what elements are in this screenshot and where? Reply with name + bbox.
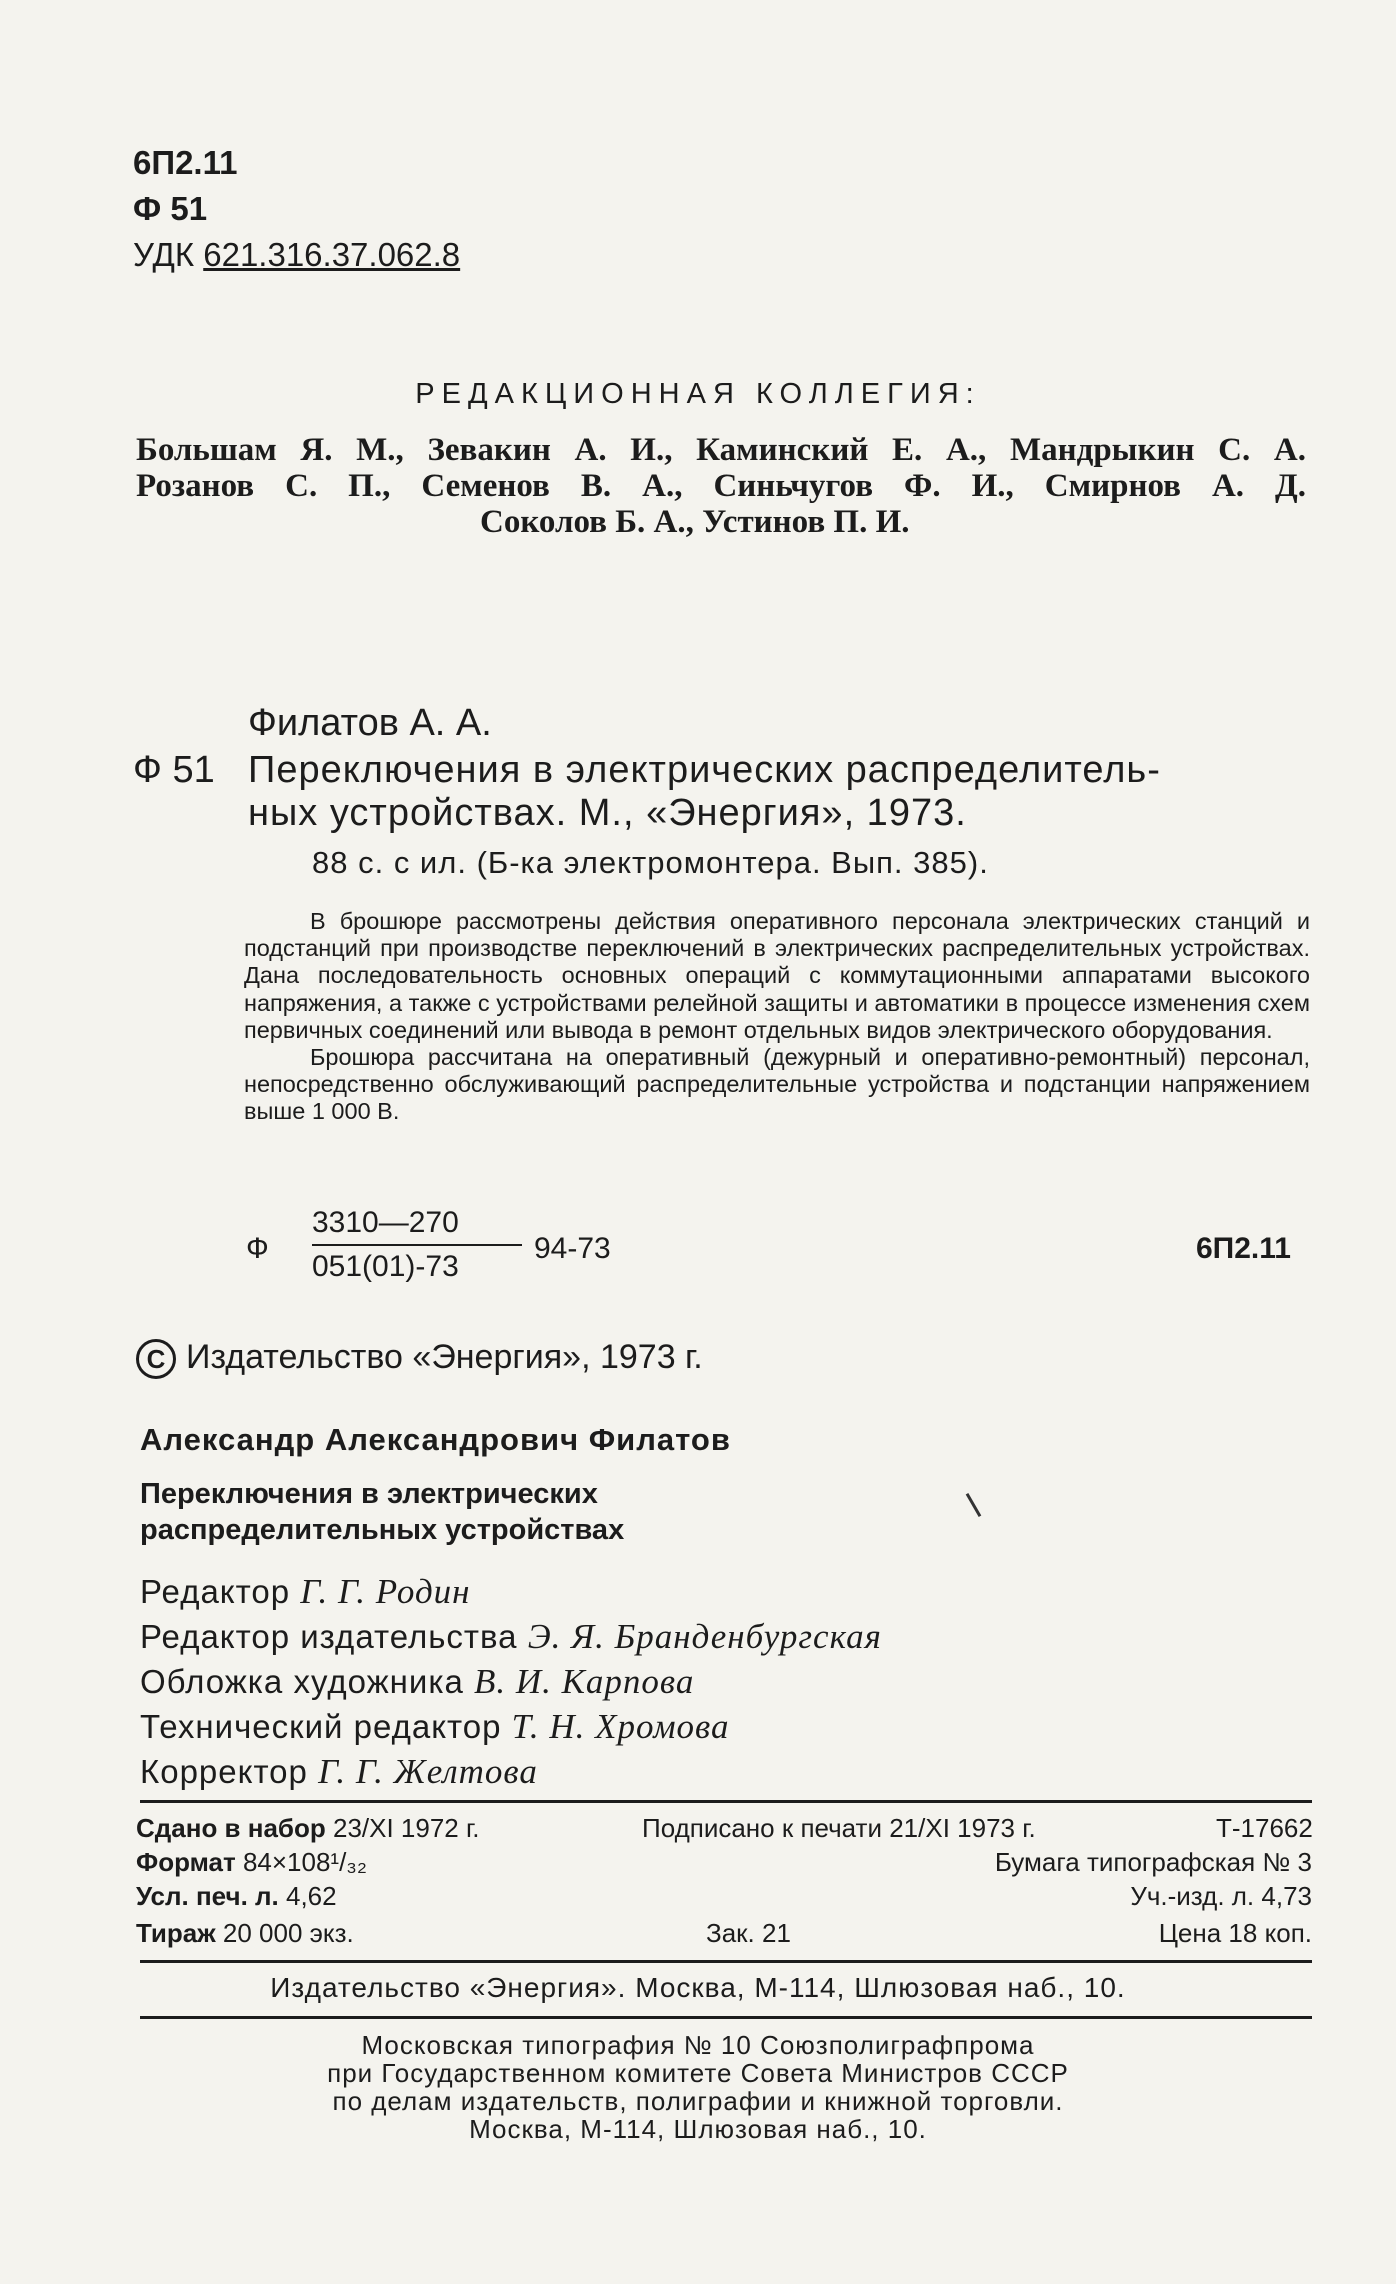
printer-line-2: при Государственном комитете Совета Министров СССР: [327, 2058, 1069, 2088]
catalog-pages: 88 с. с ил. (Б-ка электромонтера. Вып. 385).: [312, 845, 989, 880]
editorial-board-title: РЕДАКЦИОННАЯ КОЛЛЕГИЯ:: [415, 378, 981, 410]
imprint-sent: [136, 1813, 480, 1844]
imprint-format: [136, 1847, 367, 1878]
credit-cover-artist: [140, 1662, 694, 1702]
editorial-board-line-3: Соколов Б. А., Устинов П. И.: [480, 504, 910, 540]
printer-line-1: Московская типография № 10 Союзполиграфпрома: [361, 2030, 1035, 2060]
imprint-tirazh: [136, 1918, 354, 1949]
formula-fraction-bar: [312, 1244, 522, 1246]
credit-role: Редактор издательства: [140, 1618, 518, 1655]
copyright-icon: C: [136, 1339, 176, 1379]
imprint-order: Зак. 21: [706, 1918, 791, 1948]
annotation-paragraph-2: Брошюра рассчитана на оперативный (дежурный и оперативно-ремонтный) персонал, непосредственно обслуживающий распределительные устройства и подстанции напряжением выше 1 000 В.: [244, 1044, 1310, 1125]
credit-role: Корректор: [140, 1753, 308, 1790]
credit-name: Т. Н. Хромова: [511, 1707, 730, 1746]
catalog-author: Филатов А. А.: [248, 702, 492, 744]
annotation-paragraph-1: В брошюре рассмотрены действия оперативного персонала электрических станций и подстанций при производстве переключений в электрических распределительных устройствах. Дана последовательность основных операций с коммутационными аппаратами высокого напряжения, а также с устройствами релейной защиты и автоматики в процессе изменения схем первичных соединений или вывода в ремонт отдельных видов электрического оборудования.: [244, 908, 1310, 1043]
imprint-format-value: 84×108¹/₃₂: [242, 1847, 367, 1877]
imprint-usl-label: Усл. печ. л.: [136, 1881, 279, 1911]
catalog-annotation: [244, 908, 1310, 1126]
credit-editor: [140, 1572, 471, 1612]
printer-line-4: Москва, М-114, Шлюзовая наб., 10.: [469, 2114, 927, 2144]
formula-bbk: 6П2.11: [1196, 1232, 1291, 1265]
printer-line-3: по делам издательств, полиграфии и книжной торговли.: [332, 2086, 1064, 2116]
publisher-address: Издательство «Энергия». Москва, М-114, Шлюзовая наб., 10.: [270, 1972, 1126, 2003]
catalog-title-line-2: ных устройствах. М., «Энергия», 1973.: [248, 792, 967, 834]
colophon-author: Александр Александрович Филатов: [140, 1422, 731, 1457]
copyright-line: [136, 1338, 703, 1379]
catalog-title-line-1: Переключения в электрических распределитель-: [248, 749, 1161, 791]
catalog-call-number: Ф 51: [133, 749, 215, 791]
imprint-middle-rule: [140, 1960, 1312, 1963]
imprint-format-label: Формат: [136, 1847, 236, 1877]
imprint-signed: Подписано к печати 21/XI 1973 г.: [642, 1813, 1036, 1843]
copyright-text: Издательство «Энергия», 1973 г.: [186, 1338, 703, 1376]
credit-name: Э. Я. Бранденбургская: [527, 1617, 882, 1656]
udk-label: УДК: [133, 236, 195, 273]
imprint-price: Цена 18 коп.: [1158, 1918, 1312, 1948]
credit-role: Технический редактор: [140, 1708, 502, 1745]
imprint-bottom-rule: [140, 2016, 1312, 2019]
formula-suffix: 94-73: [534, 1232, 611, 1265]
editorial-board-line-2: Розанов С. П., Семенов В. А., Синьчугов Ф. И., Смирнов А. Д.: [136, 468, 1306, 504]
colophon-title-line-2: распределительных устройствах: [140, 1514, 625, 1546]
imprint-paper: Бумага типографская № 3: [994, 1847, 1312, 1877]
credit-technical-editor: [140, 1707, 730, 1747]
credit-name: Г. Г. Желтова: [318, 1752, 538, 1791]
udk-number: 621.316.37.062.8: [203, 236, 461, 273]
credit-publishing-editor: [140, 1617, 882, 1657]
imprint-usl-value: 4,62: [286, 1881, 337, 1911]
imprint-uch: Уч.-изд. л. 4,73: [1130, 1881, 1312, 1911]
colophon-title-line-1: Переключения в электрических: [140, 1478, 598, 1510]
bbk-code: 6П2.11: [133, 144, 238, 181]
udk-line: [133, 236, 460, 274]
imprint-sent-label: Сдано в набор: [136, 1813, 326, 1843]
credit-name: В. И. Карпова: [474, 1662, 695, 1701]
credit-role: Обложка художника: [140, 1663, 464, 1700]
author-mark: Ф 51: [133, 190, 208, 227]
formula-denominator: 051(01)-73: [312, 1250, 459, 1283]
imprint-t-number: Т-17662: [1216, 1813, 1313, 1843]
credit-role: Редактор: [140, 1573, 291, 1610]
formula-letter: Ф: [246, 1232, 269, 1265]
formula-numerator: 3310—270: [312, 1206, 459, 1239]
imprint-top-rule: [140, 1800, 1312, 1803]
imprint-usl: [136, 1881, 337, 1912]
editorial-board-line-1: Большам Я. М., Зевакин А. И., Каминский Е. А., Мандрыкин С. А.: [136, 432, 1306, 468]
imprint-tirazh-label: Тираж: [136, 1918, 216, 1948]
imprint-sent-value: 23/XI 1972 г.: [332, 1813, 480, 1843]
credit-proofreader: [140, 1752, 538, 1792]
stray-mark: [966, 1493, 982, 1517]
credit-name: Г. Г. Родин: [300, 1572, 471, 1611]
imprint-tirazh-value: 20 000 экз.: [222, 1918, 354, 1948]
